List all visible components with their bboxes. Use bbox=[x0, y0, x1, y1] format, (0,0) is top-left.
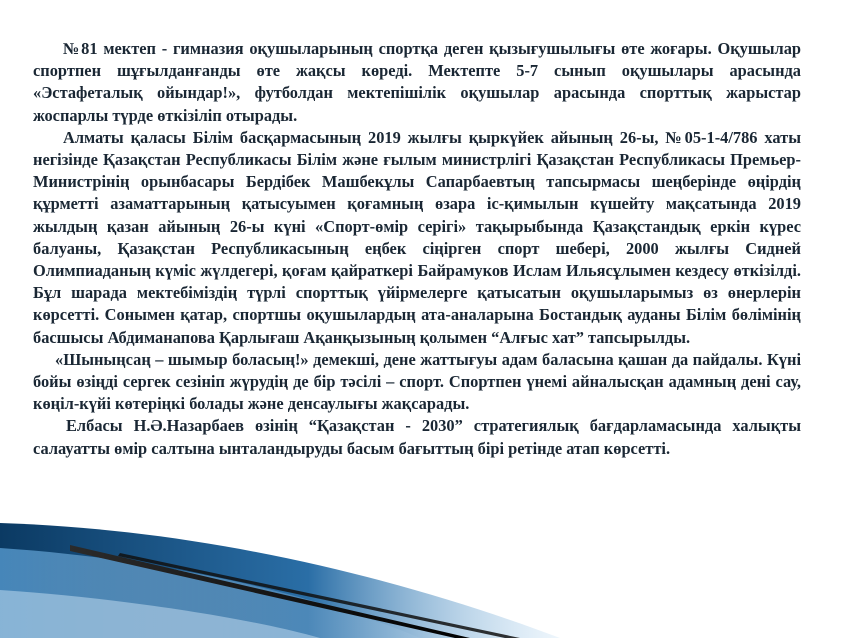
paragraph-meeting-event: Алматы қаласы Білім басқармасының 2019 жылғы қыркүйек айының 26-ы, №05-1-4/786 хаты негізінде Қазақстан Республикасы Білім және ғылым министрлігі Қазақстан Республикасы Премьер-Министрінің орынбасары Бердібек Машбекұлы Сапарбаевтың тапсырмасы шеңберінде өңірдің құрметті азаматтарының қатысуымен қоғамның өзара іс-қимылын күшейту мақсатында 2019 жылдың қазан айының 26-ы күні «Спорт-өмір серігі» тақырыбында Қазақстандық еркін күрес балуаны, Қазақстан Республикасының еңбек сіңірген спорт шебері, 2000 жылғы Сидней Олимпиаданың күміс жүлдегері, қоғам қайраткері Байрамуков Ислам Ильясұлымен кездесу өткізілді. Бұл шарада мектебіміздің түрлі спорттық үйірмелерге қатысатын оқушыларымыз өз өнерлерін көрсетті. Сонымен қатар, спортшы оқушылардың ата-аналарына Бостандық ауданы Білім бөлімінің басшысы Абдиманапова Қарлығаш Ақанқызының қолымен “Алғыс хат” тапсырылды. bbox=[33, 127, 801, 347]
article-text bbox=[33, 38, 801, 460]
paragraph-school-sports: №81 мектеп - гимназия оқушыларының спортқа деген қызығушылығы өте жоғары. Оқушылар спортпен шұғылданғанды өте жақсы көреді. Мектепте 5-7 сынып оқушылары арасында «Эстафеталық ойындар!», футболдан мектепішілік оқушылар арасында спорттық жарыстар жоспарлы түрде өткізіліп отырады. bbox=[33, 39, 801, 125]
paragraph-strategy-2030: Елбасы Н.Ә.Назарбаев өзінің “Қазақстан - 2030” стратегиялық бағдарламасында халықты салауатты өмір салтына ынталандыруды басым бағыттың бірі ретінде атап көрсетті. bbox=[33, 416, 801, 458]
paragraph-exercise-benefit: «Шыныңсаң – шымыр боласың!» демекші, дене жаттығуы адам баласына қашан да пайдалы. Күні бойы өзіңді сергек сезініп жүрудің де бір тәсілі – спорт. Спортпен үнемі айналысқан адамның дені сау, көңіл-күйі көтеріңкі болады және денсаулығы жақсарады. bbox=[33, 349, 801, 414]
